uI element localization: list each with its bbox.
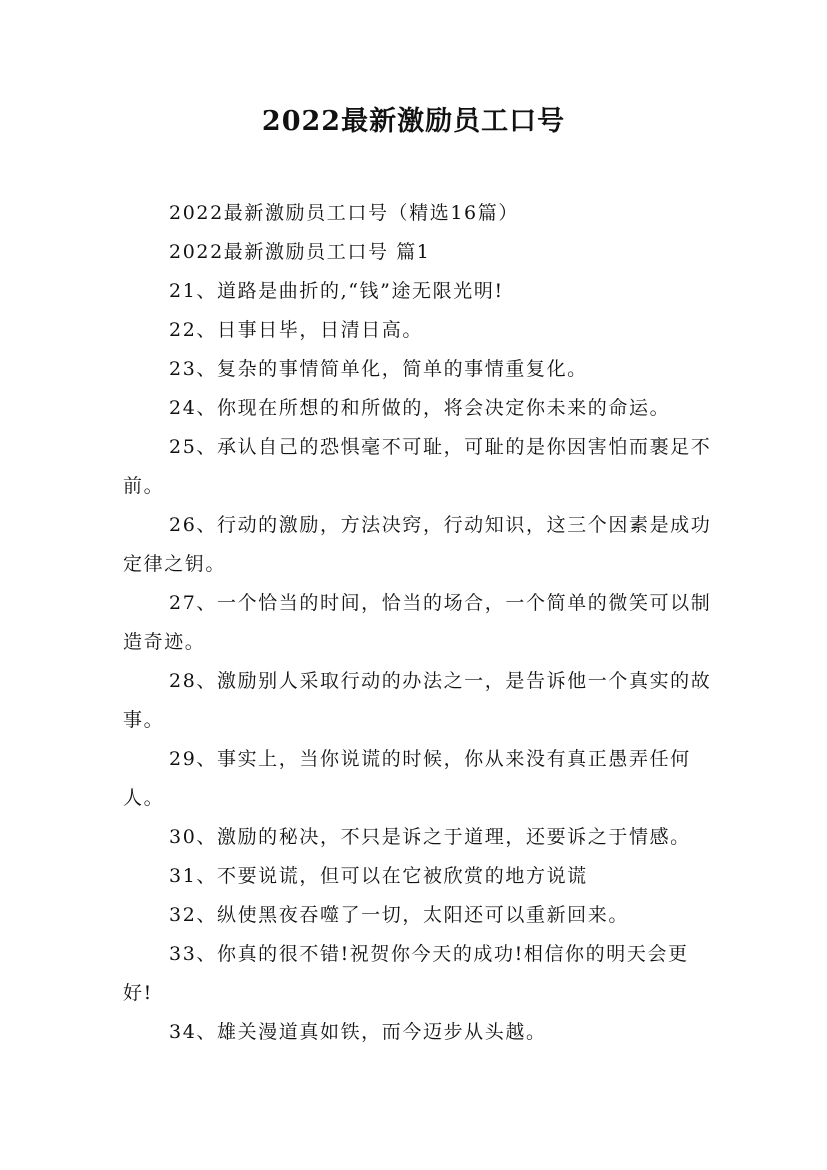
document-body (123, 194, 713, 1052)
slogan-paragraph: 34、雄关漫道真如铁，而今迈步从头越。 (169, 1021, 547, 1043)
slogan-paragraph: 30、激励的秘决，不只是诉之于道理，还要诉之于情感。 (169, 826, 691, 848)
slogan-paragraph: 22、日事日毕，日清日高。 (169, 319, 423, 341)
slogan-paragraph: 26、行动的激励，方法决窍，行动知识，这三个因素是成功定律之钥。 (123, 514, 712, 575)
section-heading: 2022最新激励员工口号 篇1 (169, 241, 431, 263)
subtitle-paragraph: 2022最新激励员工口号（精选16篇） (169, 202, 519, 224)
slogan-paragraph: 33、你真的很不错!祝贺你今天的成功!相信你的明天会更好! (123, 943, 689, 1004)
slogan-paragraph: 25、承认自己的恐惧毫不可耻，可耻的是你因害怕而裹足不前。 (123, 436, 712, 497)
slogan-paragraph: 31、不要说谎，但可以在它被欣赏的地方说谎 (169, 865, 588, 887)
slogan-paragraph: 24、你现在所想的和所做的，将会决定你未来的命运。 (169, 397, 671, 419)
slogan-paragraph: 32、纵使黑夜吞噬了一切，太阳还可以重新回来。 (169, 904, 629, 926)
slogan-paragraph: 27、一个恰当的时间，恰当的场合，一个简单的微笑可以制造奇迹。 (123, 592, 712, 653)
slogan-paragraph: 23、复杂的事情简单化，简单的事情重复化。 (169, 358, 588, 380)
slogan-paragraph: 28、激励别人采取行动的办法之一，是告诉他一个真实的故事。 (123, 670, 712, 731)
slogan-paragraph: 29、事实上，当你说谎的时候，你从来没有真正愚弄任何人。 (123, 748, 691, 809)
slogan-paragraph: 21、道路是曲折的,“钱”途无限光明! (169, 280, 504, 302)
document-title: 2022最新激励员工口号 (261, 106, 566, 137)
